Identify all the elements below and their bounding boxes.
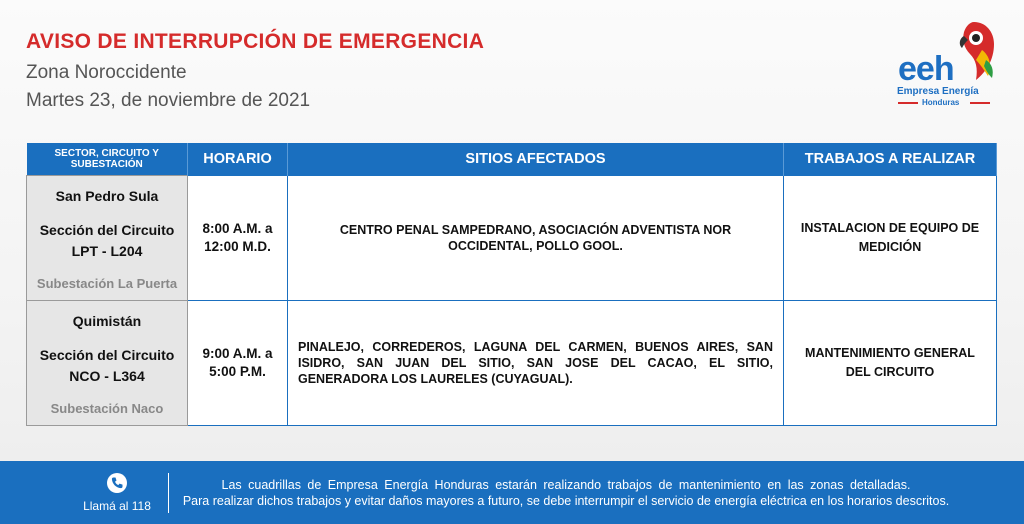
works-cell: MANTENIMIENTO GENERAL DEL CIRCUITO [784,301,997,426]
hours-end: 12:00 M.D. [204,239,271,254]
circuit-label [33,345,181,387]
notice-title: AVISO DE INTERRUPCIÓN DE EMERGENCIA [26,30,485,53]
header-works: TRABAJOS A REALIZAR [784,143,997,176]
call-label[interactable]: Llamá al 118 [83,499,151,513]
macaw-bird-icon [952,20,996,82]
phone-glyph-icon [107,473,127,493]
footer-line-2: Para realizar dichos trabajos y evitar daños mayores a futuro, se debe interrumpir el servicio de energía eléctrica en los horarios descritos. [182,494,950,508]
sector-cell [27,301,188,426]
footer-bar [0,461,1024,524]
interruption-table [26,143,997,426]
logo-divider-right [970,102,990,104]
circuit-code: LPT - L204 [71,242,143,259]
header-hours: HORARIO [188,143,288,176]
hours-cell [188,301,288,426]
hours-start: 9:00 A.M. a [202,346,273,361]
logo-divider-left [898,102,918,104]
date-label: Martes 23, de noviembre de 2021 [26,90,311,111]
sector-cell [27,176,188,301]
substation-name: Subestación La Puerta [36,275,178,291]
circuit-section: Sección del Circuito [39,221,175,238]
hours-cell [188,176,288,301]
works-cell: INSTALACION DE EQUIPO DE MEDICIÓN [784,176,997,301]
table-header-row [27,143,997,176]
sites-cell: CENTRO PENAL SAMPEDRANO, ASOCIACIÓN ADVENTISTA NOR OCCIDENTAL, POLLO GOOL. [288,176,784,301]
substation-name: Subestación Naco [50,400,164,416]
logo-name: Empresa Energía [897,86,979,97]
header-sites: SITIOS AFECTADOS [288,143,784,176]
logo-country: Honduras [922,98,960,107]
circuit-label [33,220,181,262]
table-row [27,301,997,426]
footer-divider [168,473,169,513]
circuit-code: NCO - L364 [69,367,145,384]
table-row [27,176,997,301]
notice-header [26,30,484,112]
city-name: San Pedro Sula [55,187,159,204]
phone-icon[interactable] [107,473,127,493]
company-logo [896,20,996,112]
hours-end: 5:00 P.M. [209,364,266,379]
city-name: Quimistán [72,312,142,329]
circuit-section: Sección del Circuito [39,346,175,363]
zone-label: Zona Noroccidente [26,62,187,83]
logo-mark: eeh [898,50,954,88]
sites-cell: PINALEJO, CORREDEROS, LAGUNA DEL CARMEN, BUENOS AIRES, SAN ISIDRO, SAN JUAN DEL SITIO, SAN JOSE DEL CACAO, EL SITIO, GENERADORA LOS LAURELES (CUYAGUAL). [288,301,784,426]
footer-message [176,477,956,509]
hours-start: 8:00 A.M. a [202,221,273,236]
header-sector: SECTOR, CIRCUITO Y SUBESTACIÓN [27,143,188,176]
footer-line-1: Las cuadrillas de Empresa Energía Honduras estarán realizando trabajos de mantenimiento en las zonas detalladas. [221,478,911,492]
